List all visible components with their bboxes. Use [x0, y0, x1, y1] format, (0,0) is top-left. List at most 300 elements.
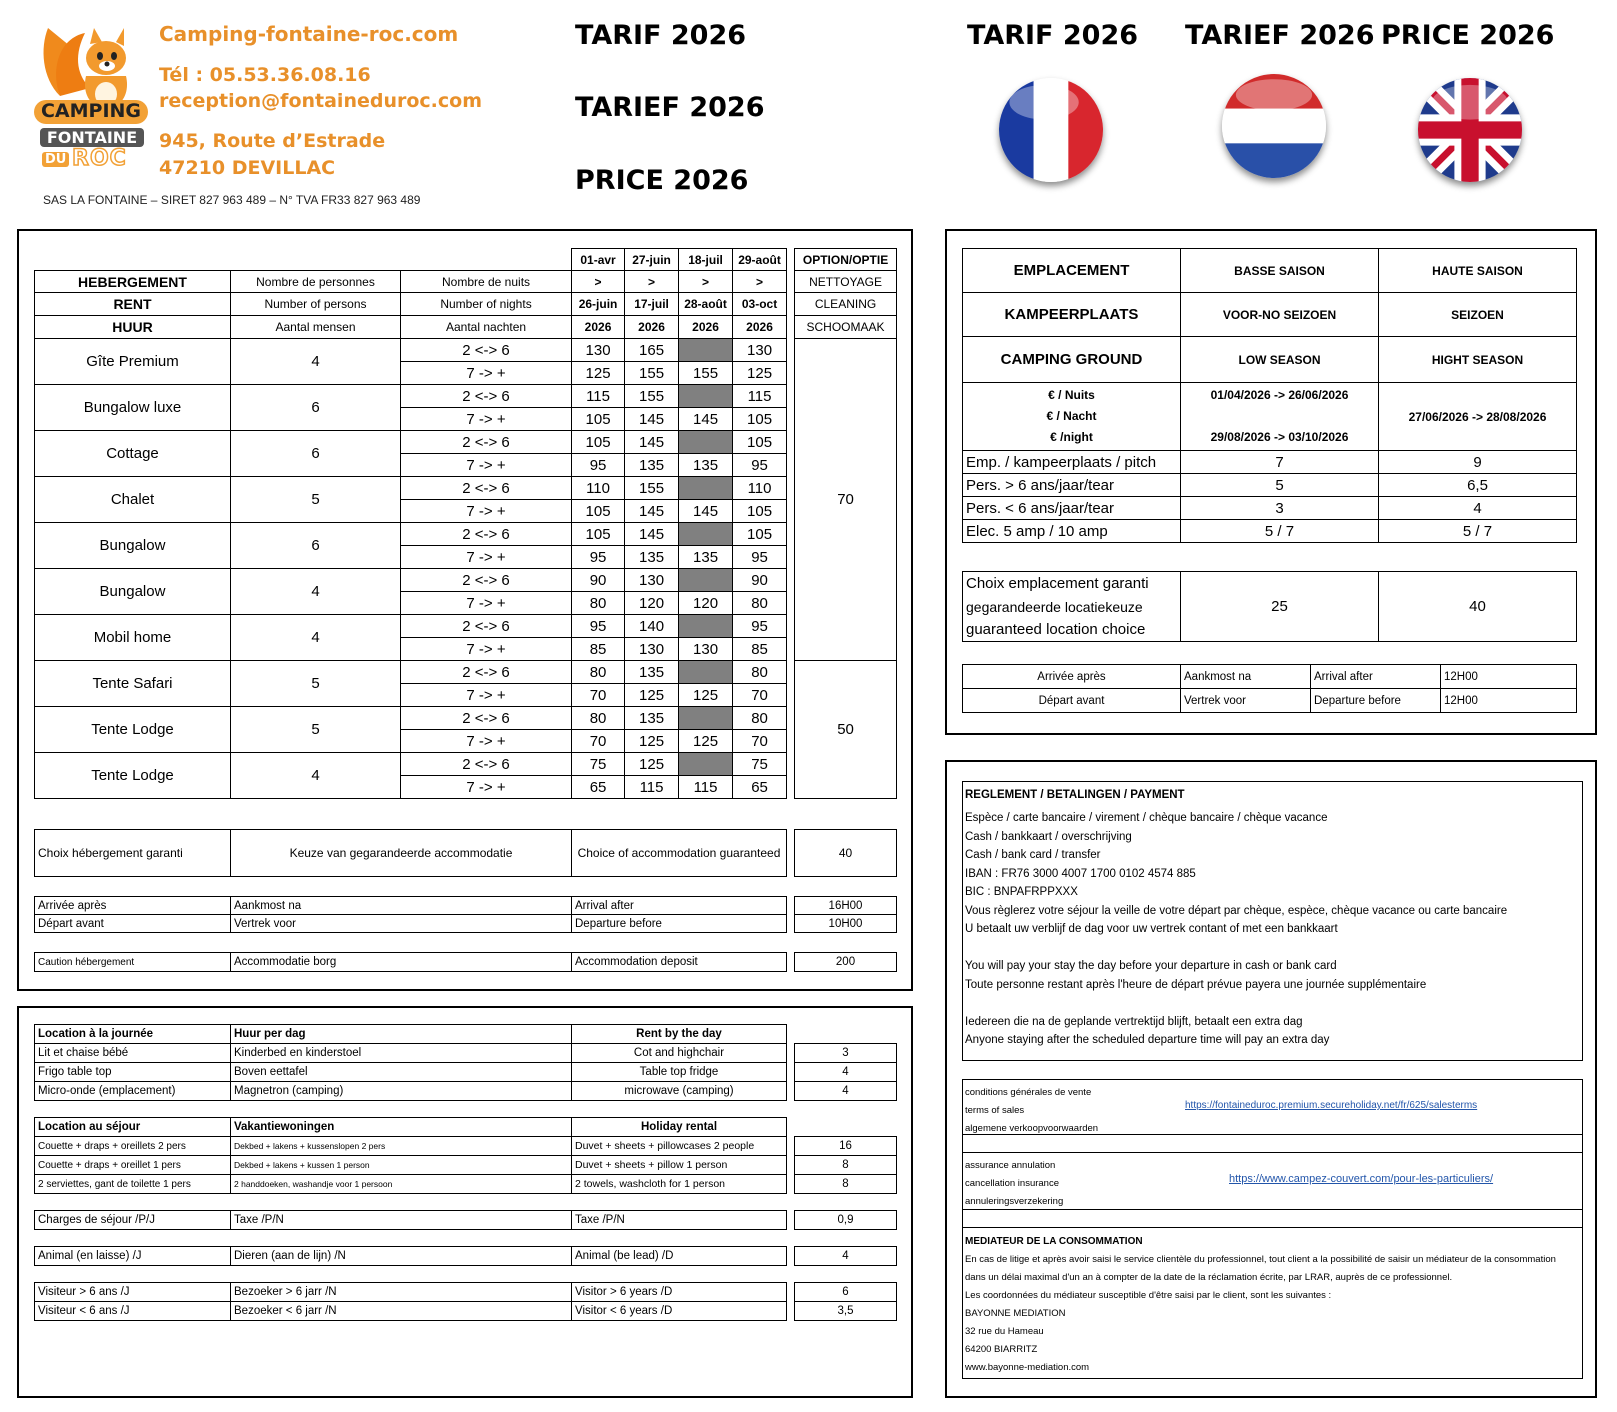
gap-cell: [787, 316, 795, 339]
price-cell: 125: [572, 362, 625, 385]
nights-range: 2 <-> 6: [401, 615, 572, 638]
accommodation-name: Tente Safari: [35, 661, 231, 707]
camping-choice-table: [962, 571, 1577, 642]
price-cell: 135: [625, 661, 679, 684]
camping-row-label: Emp. / kampeerplaats / pitch: [963, 451, 1181, 474]
table-row: [35, 271, 897, 293]
title-tarif-fr: TARIF 2026: [967, 20, 1139, 51]
price-cell: 125: [733, 362, 787, 385]
nights-range: 2 <-> 6: [401, 753, 572, 776]
gap-cell: [787, 1044, 795, 1063]
camping-header-label: KAMPEERPLAATS: [963, 293, 1181, 337]
price-cell: 125: [625, 684, 679, 707]
table-row: [35, 339, 897, 362]
table-row: [963, 293, 1577, 337]
terms-labels: [965, 1084, 1098, 1138]
nights-range: 7 -> +: [401, 730, 572, 753]
period-header-3-1: >: [733, 271, 787, 293]
nights-range: 2 <-> 6: [401, 569, 572, 592]
period-header-1-2: 17-juil: [625, 293, 679, 316]
extra-en: microwave (camping): [572, 1082, 787, 1101]
terms-label-en: terms of sales: [965, 1105, 1025, 1116]
extra-value: 8: [795, 1175, 897, 1194]
accommodation-persons: 5: [231, 477, 401, 523]
price-cell: 105: [572, 523, 625, 546]
price-cell: 75: [572, 753, 625, 776]
price-cell: 85: [572, 638, 625, 661]
price-cell: 105: [572, 500, 625, 523]
price-cell: 135: [625, 707, 679, 730]
camping-row-label: Pers. > 6 ans/jaar/tear: [963, 474, 1181, 497]
table-row: [35, 431, 897, 454]
price-cell: 95: [733, 454, 787, 477]
price-cell: 70: [572, 684, 625, 707]
period-header-1-1: >: [625, 271, 679, 293]
title-tarief-nl: TARIEF 2026: [1185, 20, 1375, 51]
payment-line: Cash / bank card / transfer: [965, 849, 1101, 861]
price-cell: [679, 339, 733, 362]
gap-cell: [787, 339, 795, 362]
siret-text: SAS LA FONTAINE – SIRET 827 963 489 – N° TVA FR33 827 963 489: [43, 193, 421, 207]
camping-row-high: 5 / 7: [1379, 520, 1577, 543]
table-row: [35, 1211, 897, 1230]
price-cell: 80: [733, 661, 787, 684]
table-row: [963, 520, 1577, 543]
price-cell: 70: [733, 684, 787, 707]
insurance-spacer: [962, 1210, 1583, 1228]
gap-cell: [787, 615, 795, 638]
camping-arrival-fr: Arrivée après: [963, 665, 1181, 689]
mediator-line[interactable]: www.bayonne-mediation.com: [965, 1362, 1090, 1373]
accommodation-name: Bungalow: [35, 523, 231, 569]
gap-cell: [787, 569, 795, 592]
extra-nl: Kinderbed en kinderstoel: [231, 1044, 572, 1063]
accommodation-header-0: HEBERGEMENT: [35, 271, 231, 293]
extra-fr: Micro-onde (emplacement): [35, 1082, 231, 1101]
price-cell: 125: [679, 684, 733, 707]
price-cell: 95: [733, 546, 787, 569]
nights-range: 7 -> +: [401, 684, 572, 707]
price-cell: 115: [733, 385, 787, 408]
accommodation-persons: 4: [231, 339, 401, 385]
low-date-1: 29/08/2026 -> 03/10/2026: [1210, 430, 1349, 444]
camping-header-low: BASSE SAISON: [1181, 249, 1379, 293]
price-cell: 145: [625, 523, 679, 546]
nights-range: 7 -> +: [401, 408, 572, 431]
payment-line: [965, 994, 1580, 1013]
insurance-label-fr: assurance annulation: [965, 1160, 1056, 1171]
payment-line: Cash / bankkaart / overschrijving: [965, 830, 1132, 843]
price-cell: 115: [572, 385, 625, 408]
spacer: [1184, 406, 1375, 427]
persons-header-0: Nombre de personnes: [231, 271, 401, 293]
gap-cell: [787, 293, 795, 316]
departure-nl: Vertrek voor: [231, 915, 572, 933]
table-row: [963, 249, 1577, 293]
table-row: [963, 474, 1577, 497]
price-cell: 165: [625, 339, 679, 362]
extra-fr: 2 serviettes, gant de toilette 1 pers: [35, 1175, 231, 1194]
extra-en: Duvet + sheets + pillow 1 person: [572, 1156, 787, 1175]
extra-fr: Location au séjour: [35, 1118, 231, 1137]
nights-range: 2 <-> 6: [401, 477, 572, 500]
extra-nl: Bezoeker > 6 jarr /N: [231, 1283, 572, 1302]
price-cell: 75: [733, 753, 787, 776]
arrival-en: Arrival after: [572, 897, 787, 915]
deposit-en: Accommodation deposit: [572, 953, 787, 972]
table-row: [35, 1175, 897, 1194]
camping-choice-low: 25: [1181, 572, 1379, 642]
table-row: [35, 1137, 897, 1156]
mediator-line: BAYONNE MEDIATION: [965, 1308, 1066, 1319]
nights-range: 7 -> +: [401, 500, 572, 523]
gap-cell: [787, 249, 795, 271]
period-header-3-2: 03-oct: [733, 293, 787, 316]
price-cell: 80: [572, 661, 625, 684]
per-night-label: [963, 383, 1181, 451]
spacer-cell: [35, 1230, 897, 1247]
nights-range: 2 <-> 6: [401, 385, 572, 408]
departure-fr: Départ avant: [35, 915, 231, 933]
camping-header-high: SEIZOEN: [1379, 293, 1577, 337]
logo-roc-text: ROC: [72, 146, 127, 171]
extra-value: 4: [795, 1247, 897, 1266]
price-cell: 70: [733, 730, 787, 753]
camping-header-low: VOOR-NO SEIZOEN: [1181, 293, 1379, 337]
extra-nl: Dekbed + lakens + kussen 1 person: [231, 1156, 572, 1175]
spacer-cell: [35, 1101, 897, 1118]
per-night-0: € / Nuits: [1048, 388, 1095, 402]
price-cell: 90: [572, 569, 625, 592]
gap-cell: [787, 408, 795, 431]
price-cell: 65: [572, 776, 625, 799]
price-cell: [679, 385, 733, 408]
gap-cell: [787, 638, 795, 661]
camping-departure-value: 12H00: [1441, 689, 1577, 713]
table-row: [35, 1194, 897, 1211]
price-cell: 105: [572, 431, 625, 454]
price-cell: 95: [572, 454, 625, 477]
nights-range: 2 <-> 6: [401, 339, 572, 362]
accommodation-name: Chalet: [35, 477, 231, 523]
extra-nl: Dekbed + lakens + kussenslopen 2 pers: [231, 1137, 572, 1156]
terms-label-nl: algemene verkoopvoorwaarden: [965, 1123, 1099, 1134]
price-cell: [679, 431, 733, 454]
extra-value: 0,9: [795, 1211, 897, 1230]
table-row: [35, 523, 897, 546]
nights-range: 7 -> +: [401, 454, 572, 477]
price-cell: 145: [679, 500, 733, 523]
arrival-departure-table: [34, 896, 897, 933]
accommodation-header-1: RENT: [35, 293, 231, 316]
price-cell: 130: [679, 638, 733, 661]
price-cell: 115: [625, 776, 679, 799]
period-header-3-3: 2026: [733, 316, 787, 339]
extra-value: 8: [795, 1156, 897, 1175]
camping-header-high: HIGHT SEASON: [1379, 337, 1577, 383]
price-cell: 95: [572, 615, 625, 638]
gap-cell: [787, 523, 795, 546]
logo-du-text: DU: [42, 152, 69, 167]
camping-choice-high: 40: [1379, 572, 1577, 642]
payment-line: Vous règlerez votre séjour la veille de votre départ par chèque, espèce, chèque vacance ou carte bancaire: [965, 904, 1508, 917]
camping-departure-en: Departure before: [1311, 689, 1441, 713]
price-cell: 155: [679, 362, 733, 385]
period-header-2-1: >: [679, 271, 733, 293]
price-cell: [679, 615, 733, 638]
logo-camping-text: CAMPING: [40, 100, 142, 122]
nights-header-1: Number of nights: [401, 293, 572, 316]
low-date-0: 01/04/2026 -> 26/06/2026: [1210, 388, 1349, 402]
gap-cell: [787, 546, 795, 569]
extra-nl: Taxe /P/N: [231, 1211, 572, 1230]
logo-fontaine-text: FONTAINE: [40, 128, 144, 147]
table-row: [963, 383, 1577, 451]
extra-nl: Huur per dag: [231, 1025, 572, 1044]
choice-accommodation-table: [34, 829, 897, 877]
price-cell: 105: [733, 500, 787, 523]
price-cell: 125: [625, 753, 679, 776]
accommodation-name: Bungalow luxe: [35, 385, 231, 431]
gap-cell: [787, 1137, 795, 1156]
payment-line: Anyone staying after the scheduled departure time will pay an extra day: [965, 1034, 1330, 1046]
price-cell: 135: [679, 546, 733, 569]
deposit-fr: Caution hébergement: [35, 953, 231, 972]
price-cell: 110: [572, 477, 625, 500]
price-cell: 90: [733, 569, 787, 592]
camping-arrival-value: 12H00: [1441, 665, 1577, 689]
camping-departure-nl: Vertrek voor: [1181, 689, 1311, 713]
email-text: reception@fontaineduroc.com: [159, 90, 482, 112]
accommodation-name: Bungalow: [35, 569, 231, 615]
payment-box: [962, 781, 1583, 1061]
extra-fr: Charges de séjour /P/J: [35, 1211, 231, 1230]
extra-en: Duvet + sheets + pillowcases 2 people: [572, 1137, 787, 1156]
gap-cell: [787, 776, 795, 799]
table-row: [35, 707, 897, 730]
table-row: [35, 615, 897, 638]
extra-nl: 2 handdoeken, washandje voor 1 persoon: [231, 1175, 572, 1194]
extra-fr: Couette + draps + oreillet 1 pers: [35, 1156, 231, 1175]
period-header-2-3: 2026: [679, 316, 733, 339]
blank-cell: [35, 249, 572, 271]
camping-table: [962, 248, 1577, 543]
camping-choice-nl: gegarandeerde locatiekeuze: [963, 596, 1181, 619]
table-row: [35, 1266, 897, 1283]
gap-cell: [787, 454, 795, 477]
extra-nl: Dieren (aan de lijn) /N: [231, 1247, 572, 1266]
option-header: OPTION/OPTIE: [795, 249, 897, 271]
price-cell: 135: [625, 546, 679, 569]
period-start-3: 29-août: [733, 249, 787, 271]
price-cell: [679, 477, 733, 500]
gap-cell: [787, 1247, 795, 1266]
price-cell: 105: [572, 408, 625, 431]
terms-link[interactable]: https://fontaineduroc.premium.secureholiday.net/fr/625/salesterms: [1185, 1100, 1478, 1111]
camping-choice-fr: Choix emplacement garanti: [963, 572, 1181, 596]
extra-en: 2 towels, washcloth for 1 person: [572, 1175, 787, 1194]
camping-header-label: CAMPING GROUND: [963, 337, 1181, 383]
gap-cell: [787, 1063, 795, 1082]
terms-spacer: [962, 1135, 1583, 1153]
extra-value: 3,5: [795, 1302, 897, 1321]
price-cell: 85: [733, 638, 787, 661]
accommodation-persons: 5: [231, 661, 401, 707]
extra-fr: Location à la journée: [35, 1025, 231, 1044]
payment-line: BIC : BNPAFRPPXXX: [965, 886, 1078, 898]
extra-en: Table top fridge: [572, 1063, 787, 1082]
nights-range: 2 <-> 6: [401, 661, 572, 684]
accommodation-persons: 6: [231, 385, 401, 431]
table-row: [35, 753, 897, 776]
deposit-table: [34, 952, 897, 972]
gap-cell: [787, 592, 795, 615]
payment-line: U betaalt uw verblijf de dag voor uw vertrek contant of met een bankkaart: [965, 923, 1338, 935]
table-row: [35, 661, 897, 684]
table-row: [35, 293, 897, 316]
insurance-link[interactable]: https://www.campez-couvert.com/pour-les-particuliers/: [1229, 1173, 1494, 1185]
mediator-box: [962, 1228, 1583, 1379]
arrival-nl: Aankmost na: [231, 897, 572, 915]
gap-cell: [787, 1082, 795, 1101]
option-label-1: CLEANING: [795, 293, 897, 316]
mediator-line: 64200 BIARRITZ: [965, 1344, 1038, 1355]
blank-cell: [795, 1118, 897, 1137]
price-cell: 105: [733, 523, 787, 546]
table-row: [35, 385, 897, 408]
address-line-2: 47210 DEVILLAC: [159, 157, 336, 179]
price-cell: 120: [679, 592, 733, 615]
payment-line: Iedereen die na de geplande vertrektijd blijft, betaalt een extra dag: [965, 1015, 1303, 1028]
camping-arrival-en: Arrival after: [1311, 665, 1441, 689]
accommodation-persons: 6: [231, 431, 401, 477]
extra-fr: Lit et chaise bébé: [35, 1044, 231, 1063]
gap-cell: [787, 1025, 795, 1044]
period-header-0-3: 2026: [572, 316, 625, 339]
camping-row-low: 3: [1181, 497, 1379, 520]
spacer-cell: [35, 1194, 897, 1211]
price-cell: 80: [733, 592, 787, 615]
camping-row-high: 4: [1379, 497, 1577, 520]
table-row: [963, 451, 1577, 474]
gap-cell: [787, 1118, 795, 1137]
payment-line: You will pay your stay the day before your departure in cash or bank card: [965, 960, 1337, 972]
price-cell: 155: [625, 385, 679, 408]
arrival-value: 16H00: [795, 897, 897, 915]
period-header-0-1: >: [572, 271, 625, 293]
nights-header-0: Nombre de nuits: [401, 271, 572, 293]
terms-label-fr: conditions générales de vente: [965, 1087, 1092, 1098]
table-row: [35, 1302, 897, 1321]
extra-en: Holiday rental: [572, 1118, 787, 1137]
insurance-box: [962, 1153, 1583, 1210]
camping-row-low: 5 / 7: [1181, 520, 1379, 543]
netherlands-flag-icon: [1222, 74, 1326, 178]
camping-row-low: 7: [1181, 451, 1379, 474]
price-cell: [679, 569, 733, 592]
persons-header-2: Aantal mensen: [231, 316, 401, 339]
extra-fr: Couette + draps + oreillets 2 pers: [35, 1137, 231, 1156]
gap-cell: [787, 1302, 795, 1321]
nights-range: 7 -> +: [401, 592, 572, 615]
gap-cell: [787, 477, 795, 500]
extra-nl: Bezoeker < 6 jarr /N: [231, 1302, 572, 1321]
extra-value: 6: [795, 1283, 897, 1302]
price-cell: 145: [625, 431, 679, 454]
camping-row-low: 5: [1181, 474, 1379, 497]
payment-line: IBAN : FR76 3000 4007 1700 0102 4574 885: [965, 867, 1196, 880]
accommodation-name: Tente Lodge: [35, 707, 231, 753]
extra-value: 16: [795, 1137, 897, 1156]
price-cell: [679, 523, 733, 546]
gap-cell: [787, 684, 795, 707]
camping-arrival-nl: Aankmost na: [1181, 665, 1311, 689]
accommodation-persons: 5: [231, 707, 401, 753]
period-header-0-2: 26-juin: [572, 293, 625, 316]
gap-cell: [787, 1283, 795, 1302]
nights-range: 7 -> +: [401, 546, 572, 569]
per-night-1: € / Nacht: [1046, 409, 1097, 423]
nights-range: 7 -> +: [401, 638, 572, 661]
choice-value: 40: [795, 830, 897, 877]
extra-en: Rent by the day: [572, 1025, 787, 1044]
extra-en: Cot and highchair: [572, 1044, 787, 1063]
table-row: [35, 1063, 897, 1082]
deposit-value: 200: [795, 953, 897, 972]
terms-box: [962, 1079, 1583, 1135]
nights-range: 2 <-> 6: [401, 523, 572, 546]
gap-cell: [787, 753, 795, 776]
gap-cell: [787, 271, 795, 293]
nights-range: 7 -> +: [401, 776, 572, 799]
nights-header-2: Aantal nachten: [401, 316, 572, 339]
nights-range: 2 <-> 6: [401, 707, 572, 730]
gap-cell: [787, 500, 795, 523]
arrival-fr: Arrivée après: [35, 897, 231, 915]
cleaning-fee-tents: 50: [795, 661, 897, 799]
table-row: [35, 316, 897, 339]
option-label-0: NETTOYAGE: [795, 271, 897, 293]
camping-row-high: 9: [1379, 451, 1577, 474]
price-cell: 120: [625, 592, 679, 615]
persons-header-1: Number of persons: [231, 293, 401, 316]
gap-cell: [787, 661, 795, 684]
extra-en: Animal (be lead) /D: [572, 1247, 787, 1266]
gap-cell: [787, 385, 795, 408]
period-header-1-3: 2026: [625, 316, 679, 339]
price-cell: 130: [733, 339, 787, 362]
gap-cell: [787, 1156, 795, 1175]
table-row: [35, 569, 897, 592]
nights-range: 2 <-> 6: [401, 431, 572, 454]
blank-cell: [795, 1025, 897, 1044]
accommodation-persons: 6: [231, 523, 401, 569]
accommodation-persons: 4: [231, 569, 401, 615]
price-cell: 130: [625, 638, 679, 661]
camping-row-label: Pers. < 6 ans/jaar/tear: [963, 497, 1181, 520]
insurance-label-en: cancellation insurance: [965, 1178, 1060, 1189]
price-cell: 95: [572, 546, 625, 569]
gap-cell: [787, 431, 795, 454]
price-cell: 125: [679, 730, 733, 753]
per-night-2: € /night: [1050, 430, 1093, 444]
table-row: [963, 497, 1577, 520]
table-row: [35, 1101, 897, 1118]
choice-fr: Choix hébergement garanti: [35, 830, 231, 877]
extra-fr: Frigo table top: [35, 1063, 231, 1082]
price-cell: 155: [625, 362, 679, 385]
uk-flag-icon: [1418, 78, 1522, 182]
